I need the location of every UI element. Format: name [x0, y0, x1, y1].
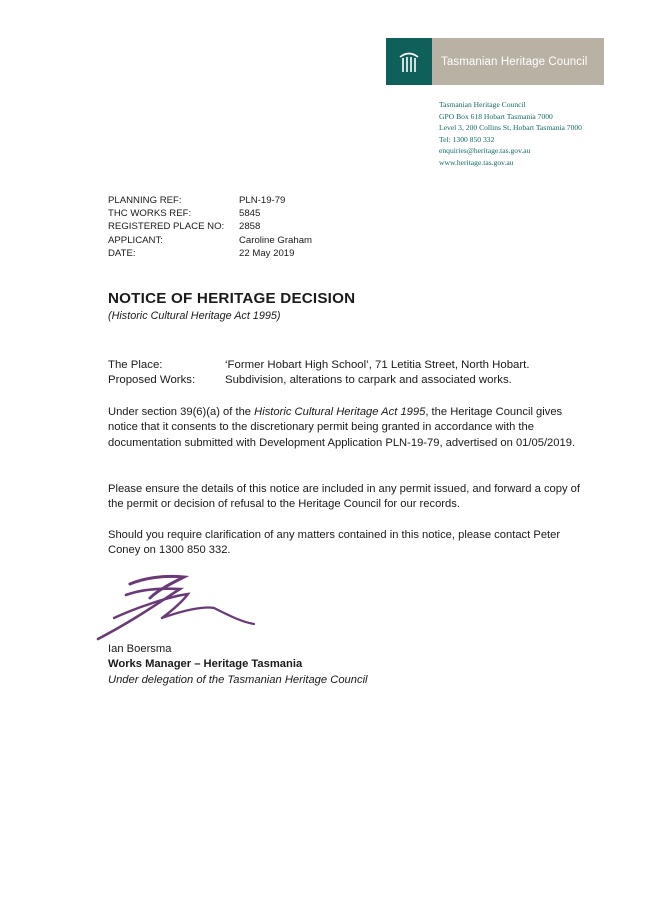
place-details	[108, 358, 530, 389]
ref-row-applicant	[108, 234, 312, 247]
ref-value: 2858	[239, 221, 261, 233]
contact-org: Tasmanian Heritage Council	[439, 100, 526, 109]
works-label: Proposed Works:	[108, 374, 196, 387]
signatory-role: Works Manager – Heritage Tasmania	[108, 658, 303, 671]
ref-label: REGISTERED PLACE NO:	[108, 221, 225, 233]
consent-text-end: , the Heritage Council gives notice that it consents to the discretionary permit being granted in accordance with the documentation submitted with Development Application PLN-19-79, advertised on 01/05/2019.	[108, 406, 576, 449]
contact-website[interactable]: www.heritage.tas.gov.au	[439, 157, 514, 167]
signatory-name: Ian Boersma	[108, 643, 172, 655]
ref-value: Caroline Graham	[239, 234, 313, 246]
signatory-block	[108, 642, 368, 688]
reference-table	[108, 194, 312, 260]
contact-paragraph: Should you require clarification of any matters contained in this notice, please contact Peter Coney on 1300 850 332.	[108, 529, 561, 557]
consent-paragraph	[108, 405, 588, 451]
place-row	[108, 358, 530, 373]
ref-row-works	[108, 207, 312, 220]
columns-logo-icon	[386, 38, 432, 85]
logo-word-heritage-council: Heritage Council	[500, 55, 588, 68]
handwritten-signature	[92, 572, 267, 644]
subtitle-paren-open: (	[108, 310, 112, 322]
consent-act-name: Historic Cultural Heritage Act 1995	[254, 406, 426, 418]
contact-email[interactable]: enquiries@heritage.tas.gov.au	[439, 146, 531, 156]
ref-row-planning	[108, 194, 312, 207]
subtitle-paren-close: )	[276, 310, 281, 322]
contact-postal: GPO Box 618 Hobart Tasmania 7000	[439, 111, 553, 121]
contact-block	[439, 99, 582, 169]
ref-value: 22 May 2019	[239, 247, 295, 259]
ref-row-place-no	[108, 220, 312, 233]
heritage-council-logo	[386, 38, 604, 85]
contact-street: Level 3, 200 Collins St, Hobart Tasmania 7000	[439, 123, 582, 133]
ref-value: PLN-19-79	[239, 195, 286, 206]
works-row	[108, 373, 530, 388]
ref-label: THC WORKS REF:	[108, 208, 192, 220]
ref-value: 5845	[239, 208, 261, 220]
subtitle-act: Historic Cultural Heritage Act 1995	[111, 310, 277, 322]
ref-label: PLANNING REF:	[108, 195, 182, 206]
contact-phone: Tel: 1300 850 332	[439, 134, 495, 144]
ref-row-date	[108, 247, 312, 260]
ref-label: DATE:	[108, 247, 136, 259]
permit-paragraph: Please ensure the details of this notice are included in any permit issued, and forward a copy of the permit or decision of refusal to the Heritage Council for our records.	[108, 483, 581, 511]
works-value: Subdivision, alterations to carpark and associated works.	[225, 374, 512, 387]
ref-label: APPLICANT:	[108, 234, 163, 246]
place-label: The Place:	[108, 359, 163, 371]
logo-word-tasmanian: Tasmanian	[441, 55, 498, 68]
consent-text-start: Under section 39(6)(a) of the	[108, 406, 255, 418]
signatory-delegation: Under delegation of the Tasmanian Heritage Council	[108, 673, 368, 686]
place-value: ‘Former Hobart High School’, 71 Letitia Street, North Hobart.	[225, 359, 530, 371]
logo-wordmark	[432, 38, 604, 85]
notice-subtitle	[108, 310, 280, 322]
notice-title: NOTICE OF HERITAGE DECISION	[108, 290, 356, 307]
